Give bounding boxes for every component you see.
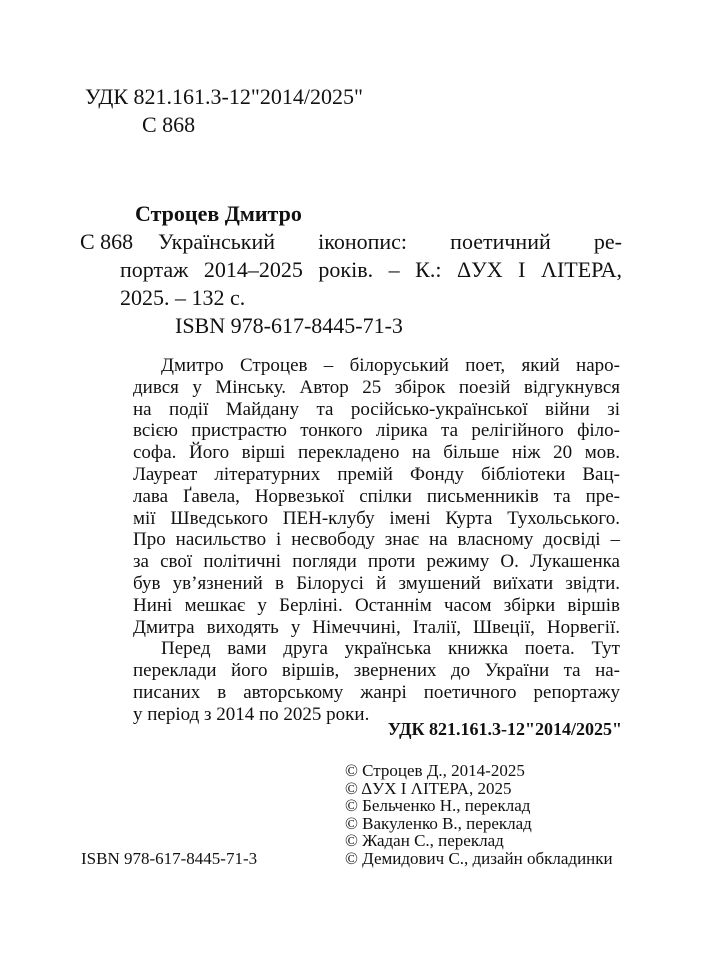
copyright-line: © Вакуленко В., переклад — [345, 813, 532, 833]
udc-classification: УДК 821.161.3-12"2014/2025" — [85, 84, 363, 109]
isbn-footer: ISBN 978-617-8445-71-3 — [81, 849, 258, 868]
copyright-line: © Демидович С., дизайн обкладинки — [345, 848, 613, 868]
annotation-line: Дмитро Строцев – білоруський поет, який наро- — [161, 355, 620, 376]
annotation-line: був ув’язнений в Білорусі й змушений виїхати звідти. — [133, 572, 620, 594]
author-heading: Строцев Дмитро — [135, 201, 302, 226]
annotation-line: софа. Його вірші перекладено на більше ніж 20 мов. — [133, 442, 620, 464]
copyright-line: © Бельченко Н., переклад — [345, 796, 531, 815]
annotation-text — [133, 355, 620, 726]
copyright-list — [345, 762, 613, 867]
book-title-line-3: 2025. – 132 с. — [120, 285, 246, 310]
annotation-line: на події Майдану та російсько-української війни зі — [133, 398, 620, 420]
copyright-line: © ΔУХ І ΛІТЕРА, 2025 — [345, 778, 512, 798]
udc-author-code: С 868 — [142, 112, 196, 137]
bibliographic-entry-line-1 — [0, 229, 709, 257]
annotation-line: Дмитра виходять у Німеччині, Італії, Швеції, Норвегії. — [133, 616, 620, 638]
annotation-line: всією пристрастю тонкого лірика та релігійного філо- — [133, 420, 620, 442]
annotation-line: переклади його віршів, звернених до України та на- — [133, 660, 620, 682]
annotation-line: Нині мешкає у Берліні. Останнім часом збірки віршів — [133, 594, 620, 616]
annotation-line: Перед вами друга українська книжка поета. Тут — [161, 638, 620, 660]
book-title-line-2: портаж 2014–2025 років. – К.: ΔУХ І ΛІТЕРА, — [120, 257, 622, 282]
annotation-line: мії Шведського ПЕН-клубу імені Курта Тухольського. — [133, 507, 620, 529]
annotation-line: Про насильство і несвободу знає на власному досвіді – — [133, 529, 620, 551]
annotation-line: за свої політичні погляди проти режиму О. Лукашенка — [133, 551, 620, 573]
isbn-bibliographic: ISBN 978-617-8445-71-3 — [175, 313, 403, 338]
copyright-line: © Жадан С., переклад — [345, 831, 504, 850]
annotation-line: лава Ґавела, Норвезької спілки письменників та пре- — [133, 485, 620, 507]
annotation-line: у період з 2014 по 2025 роки. — [133, 703, 370, 725]
catalog-code: С 868 — [80, 229, 134, 254]
book-title-line-1: Український іконопис: поетичний ре- — [158, 229, 622, 254]
copyright-line: © Строцев Д., 2014-2025 — [345, 761, 525, 780]
annotation-line: писаних в авторському жанрі поетичного репортажу — [133, 681, 620, 703]
annotation-line: Лауреат літературних премій Фонду бібліотеки Вац- — [133, 463, 620, 485]
annotation-line: дився у Мінську. Автор 25 збірок поезій відгукнувся — [133, 376, 620, 398]
udc-reference-footer: УДК 821.161.3-12"2014/2025" — [387, 719, 622, 739]
